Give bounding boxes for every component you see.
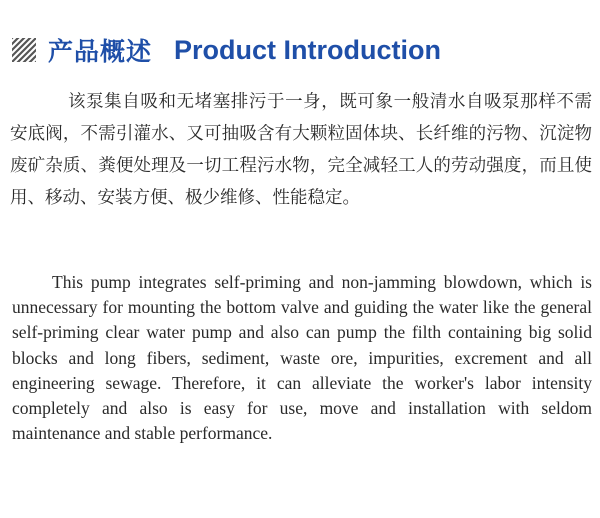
introduction-paragraph-english: This pump integrates self-priming and non-jamming blowdown, which is unnecessary for mounting the bottom valve and guiding the water like the general self-priming clear water pump and also can pump the filth containing big solid blocks and long fibers, sediment, waste ore, impurities, excrement and all engineering sewage. Therefore, it can alleviate the worker's labor intensity completely and also is easy for use, move and installation with seldom maintenance and stable performance. [12,272,592,444]
section-header [12,30,441,70]
introduction-paragraph-chinese: 该泵集自吸和无堵塞排污于一身，既可象一般清水自吸泵那样不需安底阀，不需引灌水、又可抽吸含有大颗粒固体块、长纤维的污物、沉淀物废矿杂质、粪便处理及一切工程污水物，完全减轻工人的劳动强度，而且使用、移动、安装方便、极少维修、性能稳定。 [10,92,592,208]
diagonal-stripes-icon [12,38,36,62]
title-english: Product Introduction [174,34,441,65]
title-chinese: 产品概述 [48,37,153,66]
